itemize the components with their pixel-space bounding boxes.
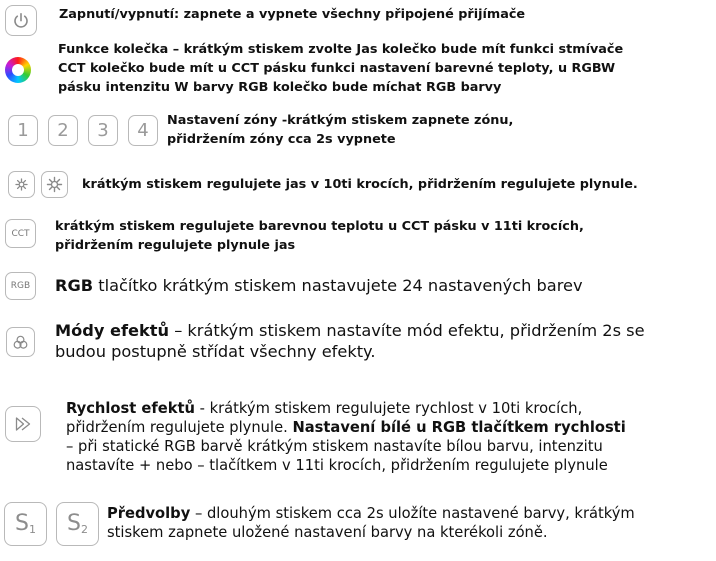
speed-button[interactable] bbox=[5, 406, 41, 442]
zones-row bbox=[0, 110, 716, 154]
zone-button-3[interactable]: 3 bbox=[88, 115, 118, 146]
power-button[interactable] bbox=[5, 5, 37, 36]
modes-description-bold: Módy efektů bbox=[55, 321, 170, 340]
cct-row bbox=[0, 212, 716, 258]
brightness-down-icon bbox=[14, 177, 29, 192]
brightness-up-button[interactable] bbox=[41, 171, 68, 198]
rgb-description-bold: RGB bbox=[55, 276, 94, 295]
power-row bbox=[0, 0, 716, 40]
speed-row bbox=[0, 394, 716, 482]
preset-s1-button[interactable] bbox=[4, 502, 47, 546]
speed-description-line-1 bbox=[66, 400, 582, 418]
cct-description-line-2: přidržením regulujete plynule jas bbox=[55, 238, 296, 253]
speed-description-line-4: nastavíte + nebo – tlačítkem v 11ti krocích, přidržením regulujete plynule bbox=[66, 457, 608, 474]
brightness-up-icon bbox=[46, 176, 63, 193]
zones-description-line-2: přidržením zóny cca 2s vypnete bbox=[167, 132, 396, 147]
brightness-description: krátkým stiskem regulujete jas v 10ti krocích, přidržením regulujete plynule. bbox=[82, 177, 638, 192]
modes-row bbox=[0, 316, 716, 370]
speed-description-line-2-normal: přidržením regulujete plynule. bbox=[66, 419, 293, 436]
zones-description-line-1: Nastavení zóny -krátkým stiskem zapnete zónu, bbox=[167, 113, 514, 128]
brightness-down-button[interactable] bbox=[8, 171, 35, 198]
preset-s2-button[interactable] bbox=[56, 502, 99, 546]
rgb-description bbox=[55, 275, 583, 296]
wheel-description-line-1: Funkce kolečka – krátkým stiskem zvolte Jas kolečko bude mít funkci stmívače bbox=[58, 42, 624, 57]
preset-s2-letter: S bbox=[67, 511, 81, 536]
preset-s1-subscript: 1 bbox=[28, 522, 36, 536]
wheel-row bbox=[0, 40, 716, 102]
zone-button-1[interactable]: 1 bbox=[8, 115, 38, 146]
modes-description-rest: – krátkým stiskem nastavíte mód efektu, přidržením 2s se bbox=[169, 321, 645, 340]
speed-icon bbox=[13, 414, 33, 434]
cct-description-line-1: krátkým stiskem regulujete barevnou teplotu u CCT pásku v 11ti krocích, bbox=[55, 219, 584, 234]
color-wheel-button[interactable] bbox=[5, 57, 31, 83]
rgb-button[interactable]: RGB bbox=[5, 272, 36, 300]
zone-button-4[interactable]: 4 bbox=[128, 115, 158, 146]
modes-description-line-1 bbox=[55, 320, 645, 341]
rgb-row bbox=[0, 268, 716, 304]
presets-row bbox=[0, 500, 716, 550]
color-wheel-icon bbox=[12, 64, 24, 76]
presets-description-line-1 bbox=[107, 505, 635, 523]
preset-s2-subscript: 2 bbox=[80, 522, 88, 536]
preset-s1-letter: S bbox=[15, 511, 29, 536]
modes-icon bbox=[12, 334, 29, 351]
speed-description-rest-1: - krátkým stiskem regulujete rychlost v 10ti krocích, bbox=[194, 400, 583, 417]
presets-description-bold: Předvolby bbox=[107, 505, 191, 522]
wheel-description-line-3: pásku intenzitu W barvy RGB kolečko bude míchat RGB barvy bbox=[58, 80, 502, 95]
speed-description-line-3: – při statické RGB barvě krátkým stiskem nastavíte bílou barvu, intenzitu bbox=[66, 438, 603, 455]
presets-description-line-2: stiskem zapnete uložené nastavení barvy na kterékoli zóně. bbox=[107, 524, 548, 541]
speed-description-line-2-bold: Nastavení bílé u RGB tlačítkem rychlosti bbox=[292, 419, 626, 436]
cct-button[interactable]: CCT bbox=[5, 219, 36, 248]
wheel-description-line-2: CCT kolečko bude mít u CCT pásku funkci nastavení barevné teploty, u RGBW bbox=[58, 61, 616, 76]
rgb-description-rest: tlačítko krátkým stiskem nastavujete 24 nastavených barev bbox=[93, 276, 583, 295]
power-icon bbox=[12, 12, 30, 30]
zone-button-2[interactable]: 2 bbox=[48, 115, 78, 146]
presets-description-rest: – dlouhým stiskem cca 2s uložíte nastavené barvy, krátkým bbox=[190, 505, 635, 522]
speed-description-line-2 bbox=[66, 419, 626, 437]
modes-button[interactable] bbox=[6, 327, 35, 357]
power-description: Zapnutí/vypnutí: zapnete a vypnete všechny připojené přijímače bbox=[59, 7, 526, 22]
brightness-row bbox=[0, 166, 716, 204]
speed-description-bold-1: Rychlost efektů bbox=[66, 400, 195, 417]
modes-description-line-2: budou postupně střídat všechny efekty. bbox=[55, 342, 376, 361]
